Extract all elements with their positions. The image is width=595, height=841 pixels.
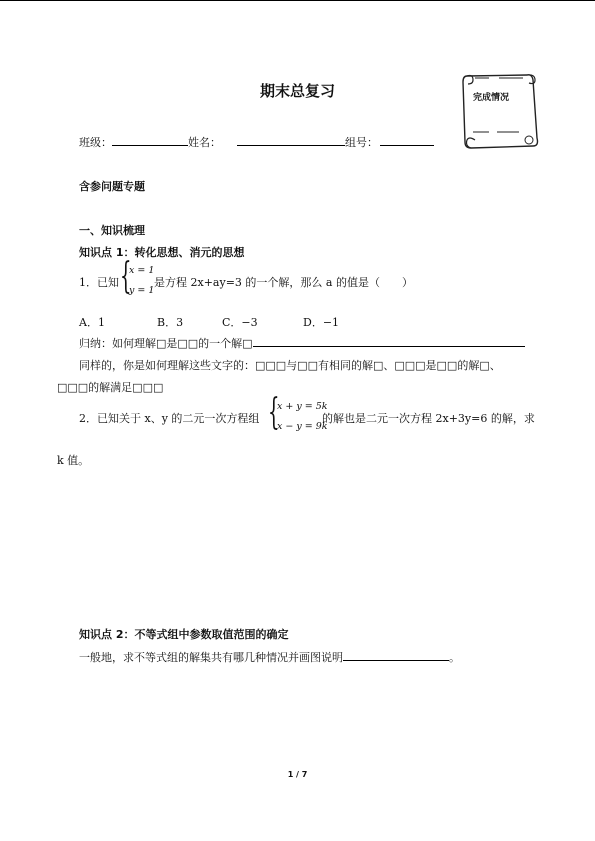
name-field[interactable] xyxy=(237,134,345,146)
q2-pre: 2．已知关于 x、y 的二元一次方程组 xyxy=(79,412,260,425)
completion-label: 完成情况 xyxy=(473,93,510,103)
page-number: 1 / 7 xyxy=(287,770,308,779)
kp2-text: 一般地，求不等式组的解集共有哪几种情况并画图说明 xyxy=(79,651,343,664)
q2-post: 的解也是二元一次方程 2x+3y=6 的解，求 xyxy=(322,412,535,425)
knowledge-point-1: 知识点 1：转化思想、消元的思想 xyxy=(79,246,245,259)
kp2-answer-field[interactable] xyxy=(343,649,449,661)
knowledge-point-2: 知识点 2：不等式组中参数取值范围的确定 xyxy=(79,628,289,641)
q1-option-c[interactable]: C．−3 xyxy=(222,316,258,329)
page-title: 期末总复习 xyxy=(259,82,335,100)
name-label: 姓名： xyxy=(188,136,221,149)
summary-answer-field[interactable] xyxy=(253,335,525,347)
same-line-1: 同样的，你是如何理解这些文字的：□□□与□□有相同的解□、□□□是□□的解□、 xyxy=(79,359,501,372)
q2-brace: { xyxy=(268,392,280,433)
group-label: 组号： xyxy=(345,136,378,149)
scroll-icon xyxy=(459,70,541,152)
top-rule xyxy=(0,0,595,1)
kp2-end: 。 xyxy=(449,651,460,664)
summary-text: 归纳：如何理解□是□□的一个解□ xyxy=(79,337,253,350)
topic-heading: 含参问题专题 xyxy=(79,180,145,193)
q1-text: 是方程 2x+ay=3 的一个解，那么 a 的值是（ ） xyxy=(154,276,413,289)
summary-line xyxy=(79,335,525,351)
group-field[interactable] xyxy=(380,134,434,146)
q1-option-d[interactable]: D．−1 xyxy=(303,316,340,329)
q1-eq-bottom: y = 1 xyxy=(129,285,155,296)
q2-line-2: k 值。 xyxy=(57,454,90,467)
q1-brace: { xyxy=(120,256,132,297)
q2-eq-bottom: x − y = 9k xyxy=(277,421,328,432)
q2-eq-top: x + y = 5k xyxy=(277,401,328,412)
q1-option-b[interactable]: B．3 xyxy=(157,316,184,329)
kp2-question-line xyxy=(79,649,460,665)
student-info-line xyxy=(79,134,434,150)
class-field[interactable] xyxy=(112,134,188,146)
same-line-2: □□□的解满足□□□ xyxy=(57,381,164,394)
q1-option-a[interactable]: A．1 xyxy=(79,316,105,329)
completion-scroll-badge xyxy=(459,70,541,152)
section-heading: 一、知识梳理 xyxy=(79,224,145,237)
class-label: 班级： xyxy=(79,136,112,149)
q1-number: 1．已知 xyxy=(79,276,119,289)
q1-eq-top: x = 1 xyxy=(129,265,155,276)
